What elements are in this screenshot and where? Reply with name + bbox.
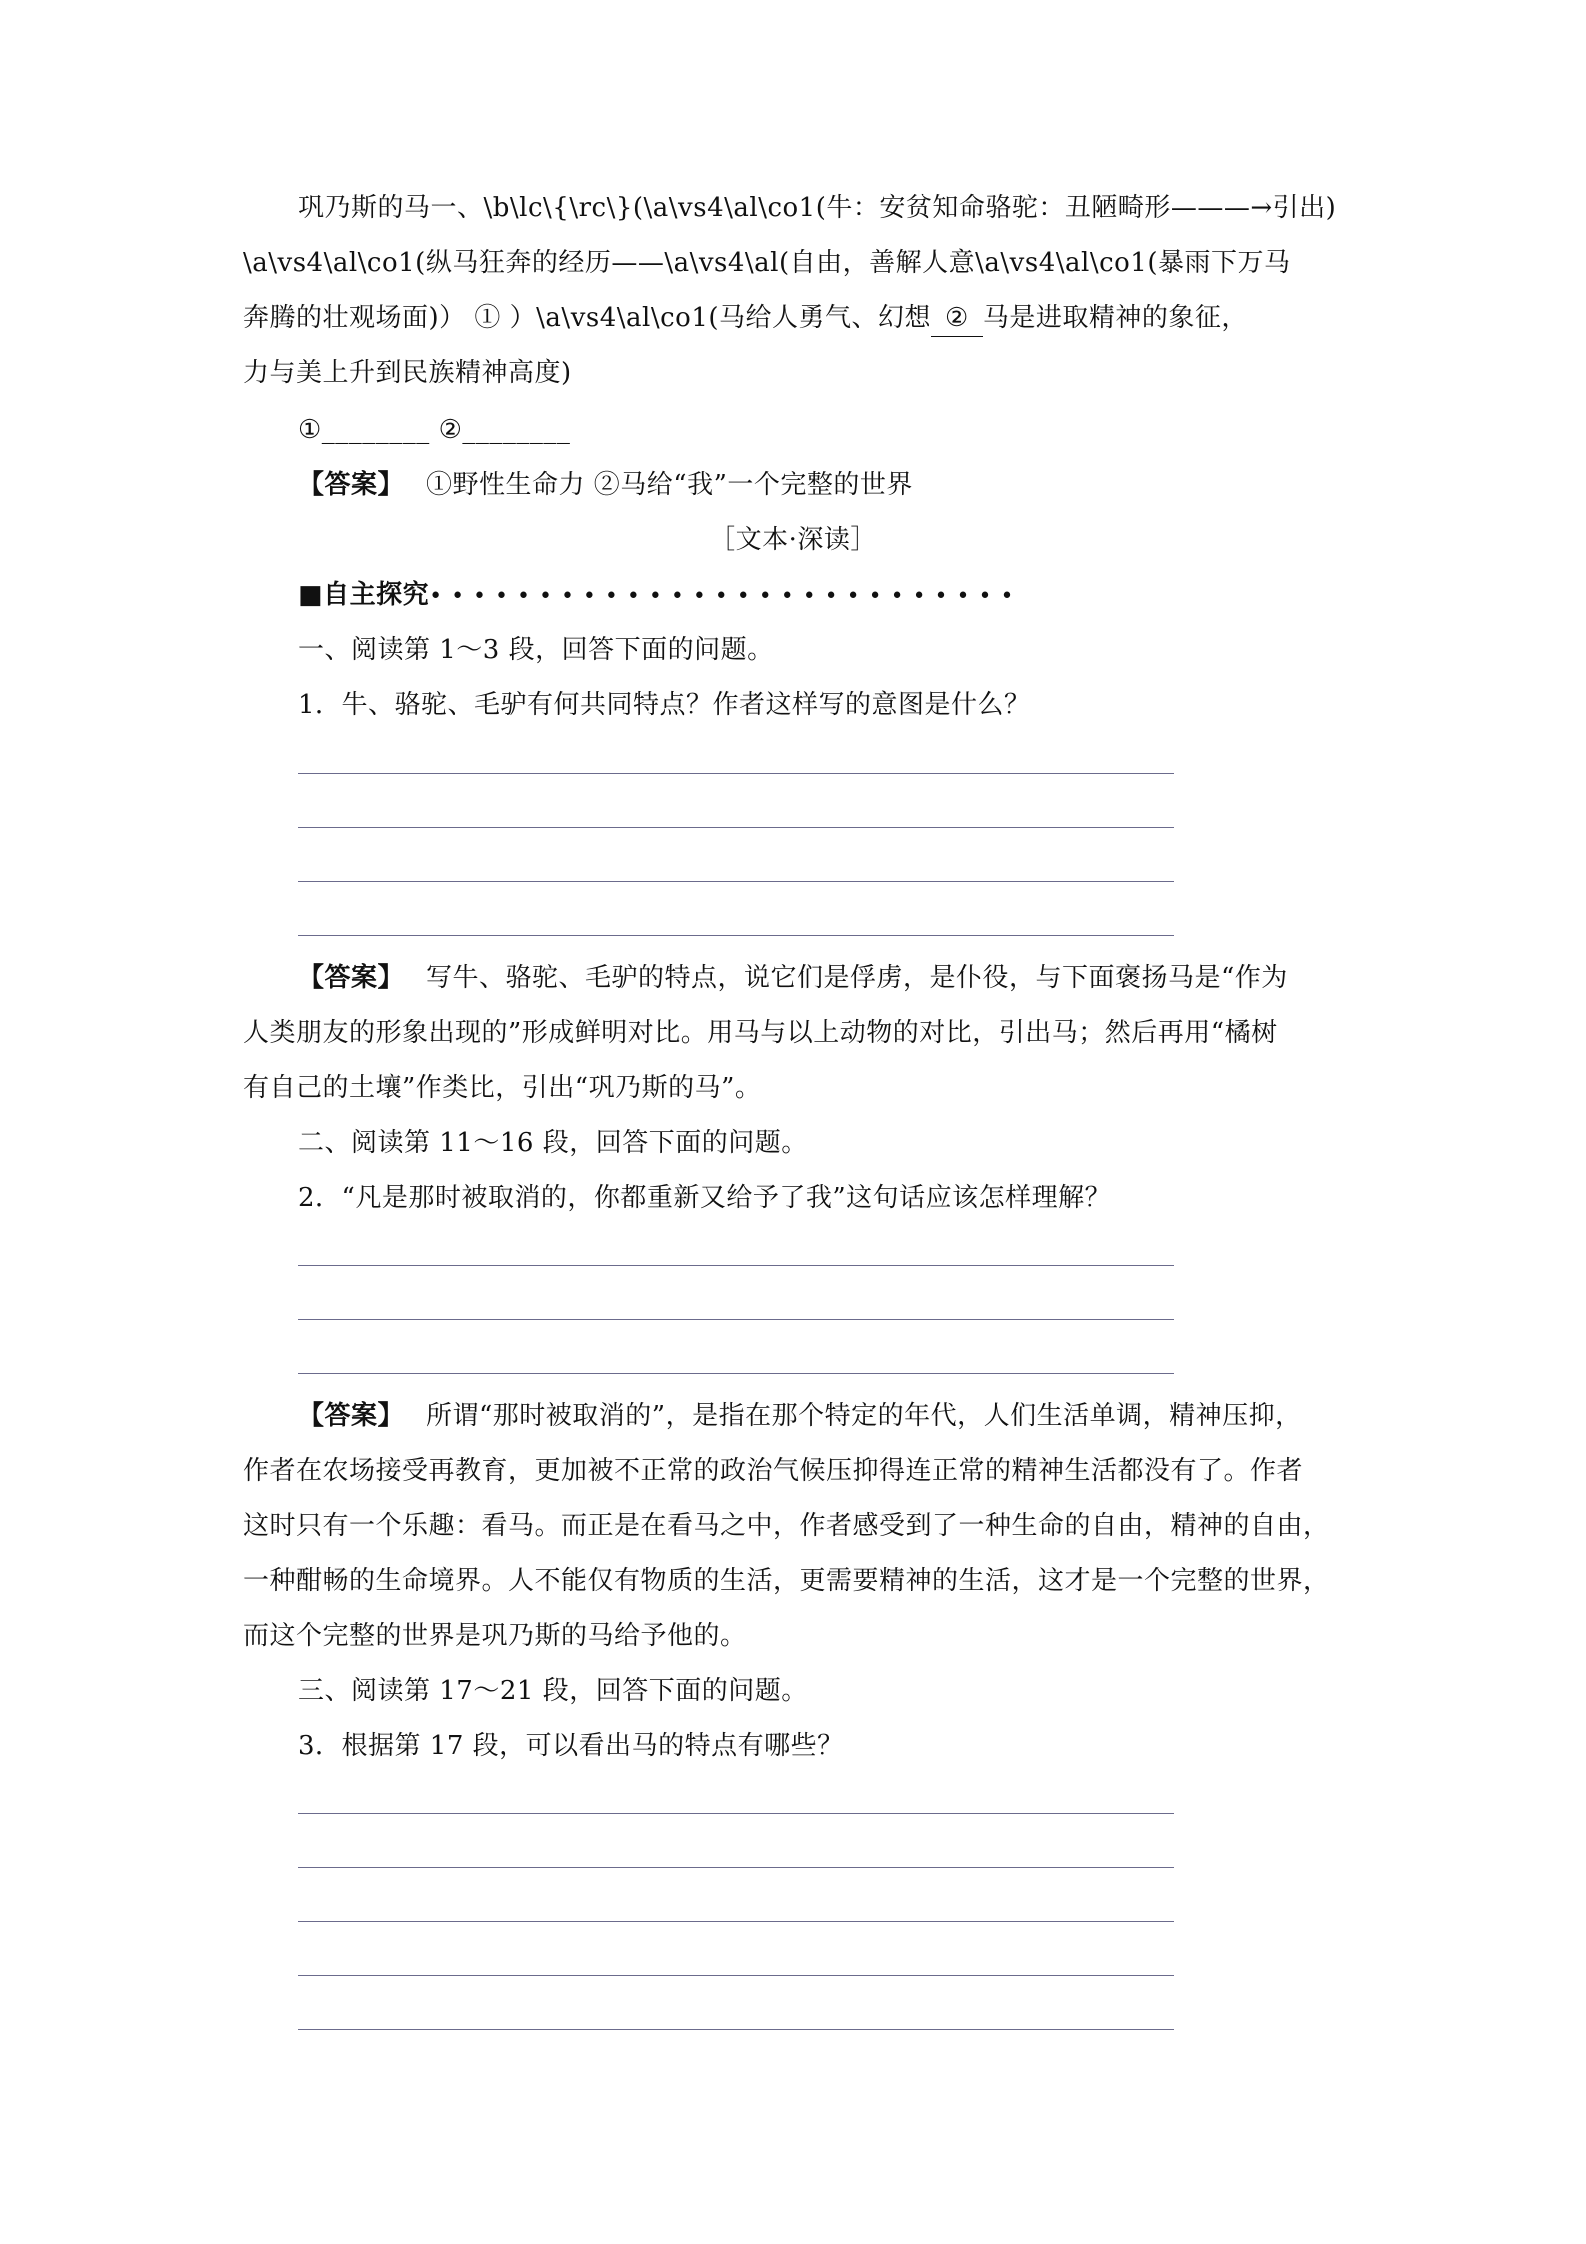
answer-rule [298, 2029, 1174, 2030]
part1-answer-line-1 [298, 960, 1288, 996]
answer-label: 【答案】 [298, 1401, 405, 1431]
answer-rule [298, 773, 1174, 774]
intro-line-4: 力与美上升到民族精神高度) [243, 358, 572, 388]
intro-line-2: \a\vs4\al\co1(纵马狂奔的经历——\a\vs4\al(自由，善解人意\a\vs4\al\co1(暴雨下万马 [243, 248, 1291, 278]
section-title: ［文本·深读］ [709, 525, 877, 555]
answer-label: 【答案】 [298, 963, 405, 993]
answer-rule [298, 935, 1174, 936]
intro-line-3-blank: ② [931, 300, 983, 337]
answer-rule [298, 1265, 1174, 1266]
part2-answer-line-1 [298, 1398, 1302, 1434]
part2-answer-text-1: 所谓“那时被取消的”，是指在那个特定的年代，人们生活单调，精神压抑， [426, 1401, 1302, 1431]
part2-answer-line-4: 一种酣畅的生命境界。人不能仅有物质的生活，更需要精神的生活，这才是一个完整的世界， [243, 1566, 1330, 1596]
subsection-label: 自主探究 [323, 580, 430, 610]
answer-rule [298, 1373, 1174, 1374]
subsection-heading [298, 577, 1022, 615]
answer-rule [298, 1867, 1174, 1868]
part1-answer-line-3: 有自己的土壤”作类比，引出“巩乃斯的马”。 [243, 1073, 762, 1103]
part3-question: 3．根据第 17 段，可以看出马的特点有哪些？ [298, 1731, 844, 1761]
answer-text: ①野性生命力 ②马给“我”一个完整的世界 [426, 470, 913, 500]
answer-rule [298, 1813, 1174, 1814]
intro-line-3 [243, 300, 1248, 337]
intro-line-3-tail: 马是进取精神的象征， [982, 303, 1248, 333]
square-bullet-icon: ■ [298, 580, 324, 610]
part2-answer-line-2: 作者在农场接受再教育，更加被不正常的政治气候压抑得连正常的精神生活都没有了。作者 [243, 1456, 1304, 1486]
part3-heading: 三、阅读第 17～21 段，回答下面的问题。 [298, 1676, 808, 1706]
part1-answer-text-1: 写牛、骆驼、毛驴的特点，说它们是俘虏，是仆役，与下面褒扬马是“作为 [426, 963, 1288, 993]
part2-question: 2．“凡是那时被取消的，你都重新又给予了我”这句话应该怎样理解？ [298, 1183, 1112, 1213]
part2-answer-line-3: 这时只有一个乐趣：看马。而正是在看马之中，作者感受到了一种生命的自由，精神的自由， [243, 1511, 1330, 1541]
answer-rule [298, 881, 1174, 882]
intro-blanks: ①________ ②________ [298, 415, 571, 445]
intro-line-3-text: 奔腾的壮观场面)） ① ）\a\vs4\al\co1(马给人勇气、幻想 [243, 303, 932, 333]
answer-rule [298, 1921, 1174, 1922]
part1-answer-line-2: 人类朋友的形象出现的”形成鲜明对比。用马与以上动物的对比，引出马；然后再用“橘树 [243, 1018, 1278, 1048]
answer-rule [298, 1975, 1174, 1976]
answer-rule [298, 1319, 1174, 1320]
part2-answer-line-5: 而这个完整的世界是巩乃斯的马给予他的。 [243, 1621, 747, 1651]
answer-label: 【答案】 [298, 470, 405, 500]
part2-heading: 二、阅读第 11～16 段，回答下面的问题。 [298, 1128, 808, 1158]
part1-question: 1．牛、骆驼、毛驴有何共同特点？作者这样写的意图是什么？ [298, 690, 1031, 720]
answer-rule [298, 827, 1174, 828]
intro-line-1: 巩乃斯的马一、\b\lc\{\rc\}(\a\vs4\al\co1(牛：安贫知命骆驼：丑陋畸形———→引出) [298, 193, 1337, 223]
subsection-dots: ••••••••••••••••••••••••••• [429, 584, 1023, 609]
intro-answer [298, 467, 913, 503]
part1-heading: 一、阅读第 1～3 段，回答下面的问题。 [298, 635, 774, 665]
